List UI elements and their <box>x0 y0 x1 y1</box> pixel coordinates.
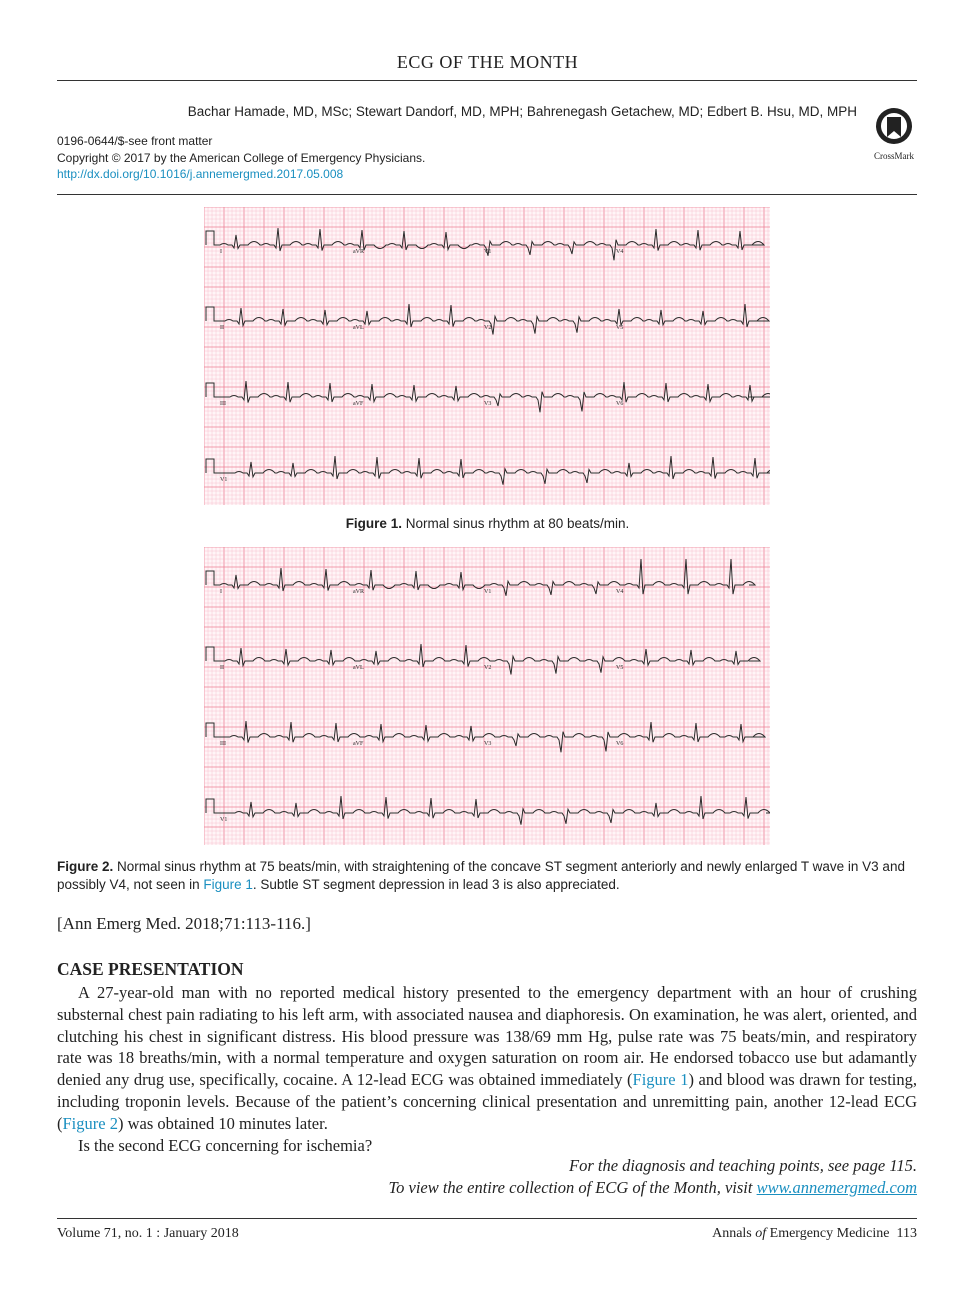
lead-label: II <box>220 325 224 331</box>
lead-label: III <box>220 741 226 747</box>
doi-link[interactable]: http://dx.doi.org/10.1016/j.annemergmed.2017.05.008 <box>57 167 344 181</box>
figure-1-text: Normal sinus rhythm at 80 beats/min. <box>405 516 630 531</box>
ecg-figure-2 <box>204 547 770 845</box>
case-paragraph-1 <box>57 982 917 1135</box>
figure-1-label: Figure 1. <box>345 516 402 531</box>
lead-label: aVL <box>353 325 364 331</box>
case-presentation-body <box>57 982 917 1156</box>
lead-label: I <box>220 589 222 595</box>
figure-2-label: Figure 2. <box>57 859 114 874</box>
meta-rule <box>57 194 917 195</box>
journal-name-of: of <box>755 1226 767 1241</box>
figure-2-text-2: . Subtle ST segment depression in lead 3 is also appreciated. <box>252 877 620 892</box>
lead-label: V6 <box>616 741 624 747</box>
journal-footer <box>712 1226 917 1242</box>
figure-1-link[interactable]: Figure 1 <box>632 1070 689 1090</box>
footnote-text: To view the entire collection of ECG of the Month, visit <box>388 1178 757 1197</box>
lead-label: V3 <box>484 741 492 747</box>
crossmark-label: CrossMark <box>874 151 914 161</box>
lead-label: I <box>220 249 222 255</box>
article-metadata <box>57 133 425 183</box>
lead-label: V1 <box>220 817 228 823</box>
case-text-a: A 27-year-old man with no reported medical history presented to the emergency department with an hour of crushing substernal chest pain radiating to his left arm, with associated nausea and diaphoresis. On examination, he was alert, oriented, and clutching his chest in significant distress. His blood pressure was 138/69 mm Hg, pulse rate was 75 beats/min, and respiratory rate was 18 breaths/min, with a normal temperature and oxygen saturation on room air. He endorsed tobacco use but adamantly denied any drug use, specifically, cocaine. A 12-lead ECG was obtained immediately ( <box>57 983 917 1090</box>
lead-label: V5 <box>616 325 624 331</box>
crossmark-badge[interactable] <box>868 107 920 161</box>
journal-name-a: Annals <box>712 1226 756 1241</box>
lead-label: V1 <box>484 589 492 595</box>
lead-label: V2 <box>484 325 492 331</box>
footnote-line-2 <box>57 1177 917 1199</box>
crossmark-icon <box>875 107 913 145</box>
lead-label: V6 <box>616 401 624 407</box>
header-rule <box>57 80 917 81</box>
lead-label: V1 <box>220 477 228 483</box>
lead-label: V4 <box>616 249 624 255</box>
lead-label: V1 <box>484 249 492 255</box>
lead-label: V5 <box>616 665 624 671</box>
lead-label: V2 <box>484 665 492 671</box>
journal-section-title: ECG OF THE MONTH <box>396 52 579 72</box>
lead-label: aVR <box>353 589 364 595</box>
journal-name-b: Emergency Medicine <box>766 1226 890 1241</box>
footer-rule <box>57 1218 917 1219</box>
journal-website-link[interactable]: www.annemergmed.com <box>756 1178 917 1197</box>
case-text-b: ) and blood was drawn for testing, including troponin levels. Because of the patient’s concerning clinical presentation and unremitting pain, another 12-lead ECG ( <box>57 1070 917 1133</box>
copyright-line: Copyright © 2017 by the American College of Emergency Physicians. <box>57 150 426 165</box>
figure-2-caption <box>57 858 917 894</box>
author-list: Bachar Hamade, MD, MSc; Stewart Dandorf, MD, MPH; Bahrenegash Getachew, MD; Edbert B. Hsu, MD, MPH <box>187 104 857 119</box>
figure-1-link[interactable]: Figure 1 <box>203 877 253 892</box>
lead-label: aVF <box>353 401 364 407</box>
lead-label: V3 <box>484 401 492 407</box>
lead-label: II <box>220 665 224 671</box>
lead-label: III <box>220 401 226 407</box>
citation: [Ann Emerg Med. 2018;71:113-116.] <box>57 914 311 933</box>
lead-label: aVL <box>353 665 364 671</box>
ecg-figure-1 <box>204 207 770 505</box>
figure-2-link[interactable]: Figure 2 <box>62 1113 118 1133</box>
lead-label: aVR <box>353 249 364 255</box>
footnote-line-1: For the diagnosis and teaching points, see page 115. <box>569 1156 917 1175</box>
case-paragraph-2: Is the second ECG concerning for ischemia? <box>78 1135 373 1155</box>
footnote <box>57 1155 917 1199</box>
issn-line: 0196-0644/$-see front matter <box>57 134 213 148</box>
section-heading: CASE PRESENTATION <box>57 959 244 979</box>
lead-label: aVF <box>353 741 364 747</box>
page-number: 113 <box>896 1226 917 1241</box>
figure-1-caption <box>0 515 975 533</box>
case-text-c: ) was obtained 10 minutes later. <box>117 1113 328 1133</box>
lead-label: V4 <box>616 589 624 595</box>
figure-2-text-1: Normal sinus rhythm at 75 beats/min, with straightening of the concave ST segment anteriorly and newly enlarged T wave in V3 and possibly V4, not seen in <box>57 859 905 892</box>
volume-info: Volume 71, no. 1 : January 2018 <box>57 1226 239 1241</box>
